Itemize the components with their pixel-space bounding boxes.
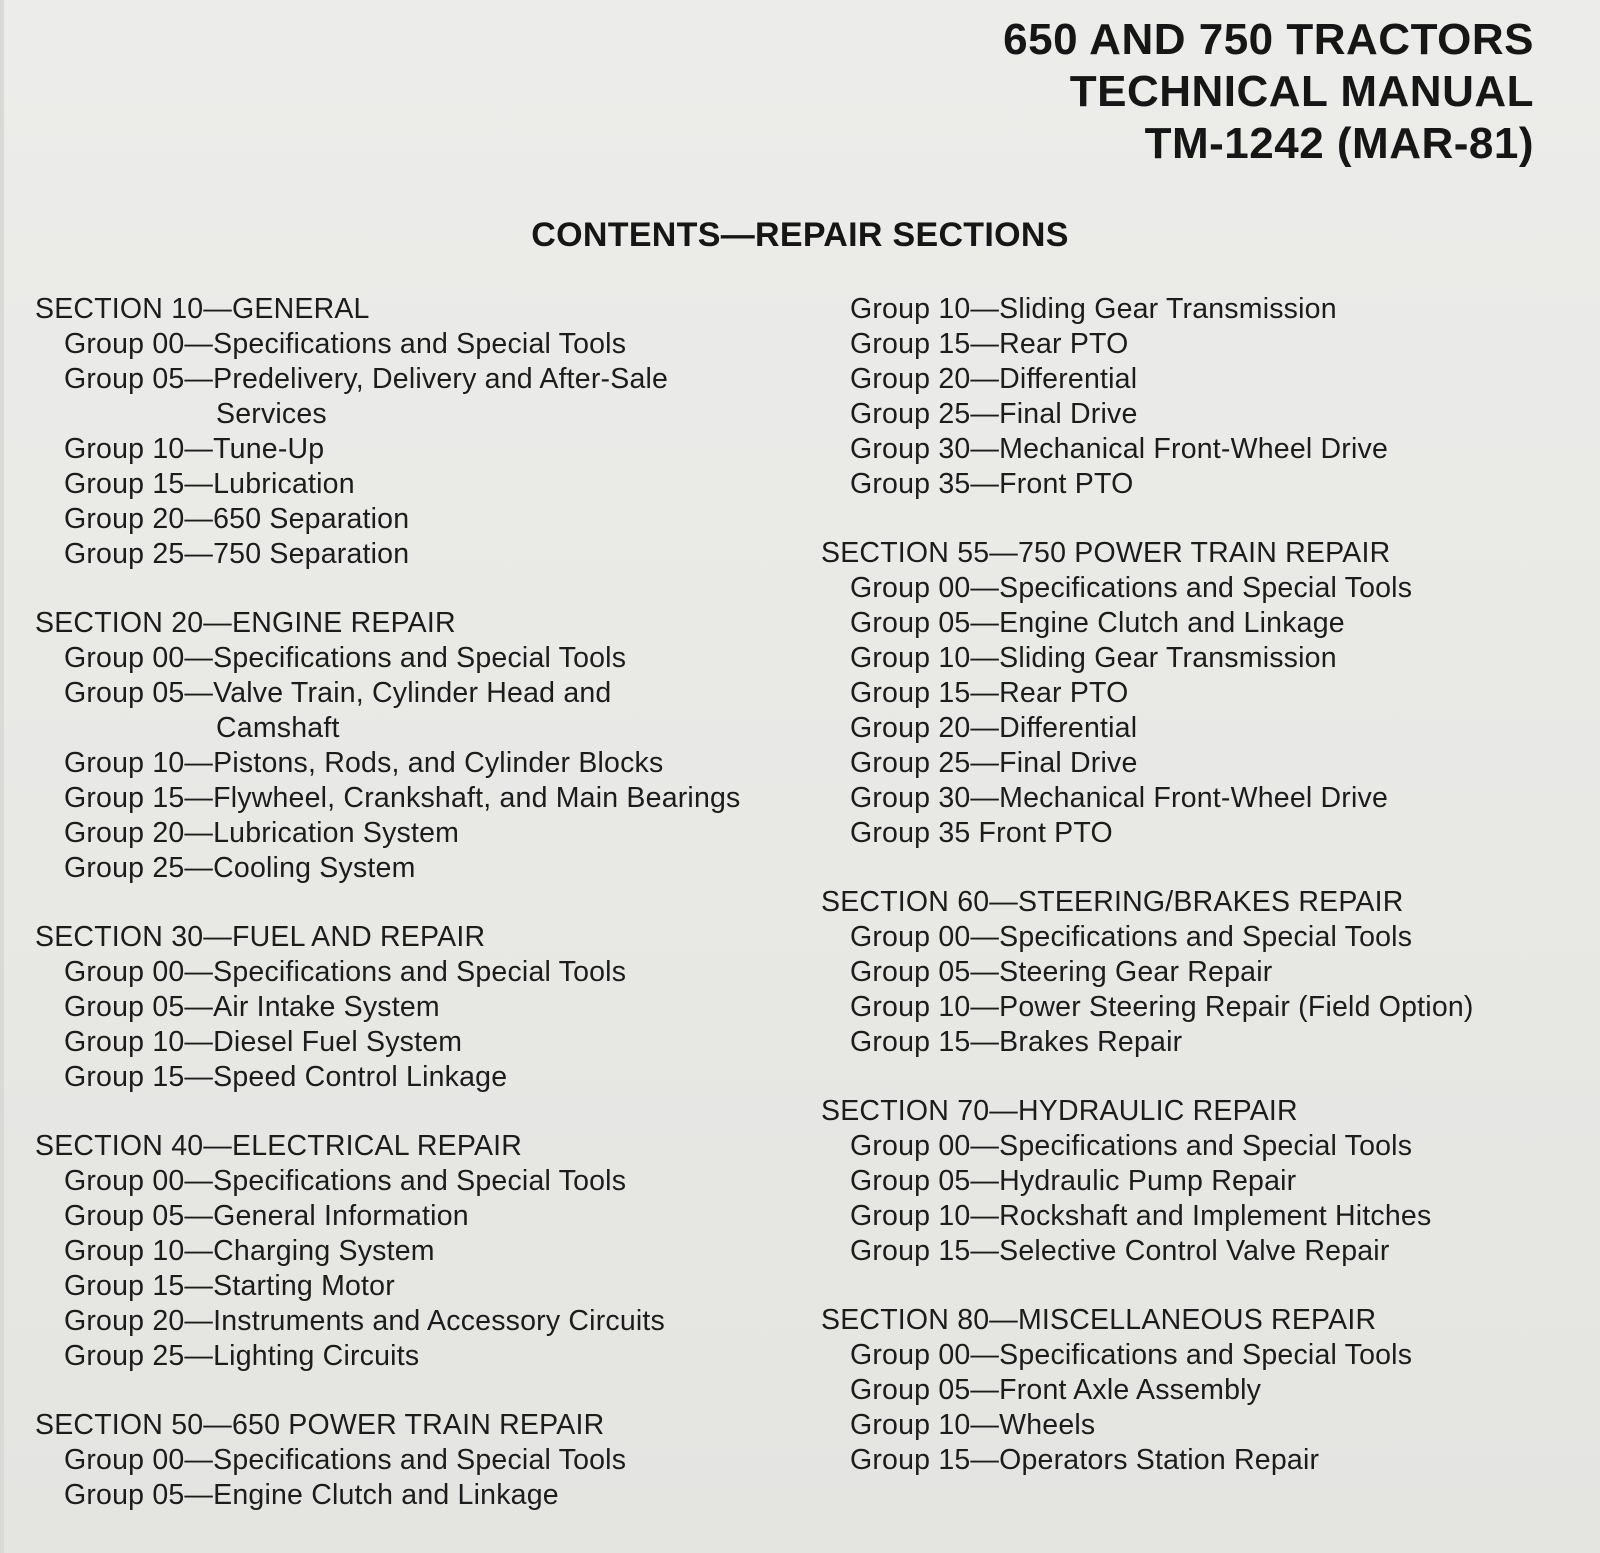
section-70 <box>821 1094 1581 1269</box>
section-60 <box>821 885 1581 1060</box>
group-entry: Group 05—Steering Gear Repair <box>850 956 1273 988</box>
section-80 <box>821 1303 1581 1478</box>
group-entry: Group 05—Air Intake System <box>64 991 440 1023</box>
group-entry: Group 00—Specifications and Special Tools <box>850 1339 1413 1371</box>
contents-left-column <box>35 292 775 1547</box>
group-entry: Group 30—Mechanical Front-Wheel Drive <box>850 782 1389 814</box>
group-entry: Group 10—Rockshaft and Implement Hitches <box>850 1200 1432 1232</box>
group-entry: Group 00—Specifications and Special Tools <box>64 642 627 674</box>
group-entry: Group 05—General Information <box>64 1200 469 1232</box>
group-entry: Group 35 Front PTO <box>850 817 1113 849</box>
group-entry: Group 05—Hydraulic Pump Repair <box>850 1165 1297 1197</box>
group-entry: Group 25—750 Separation <box>64 538 410 570</box>
group-entry: Group 20—Differential <box>850 363 1138 395</box>
group-entry: Group 00—Specifications and Special Tools <box>64 1444 627 1476</box>
section-title: SECTION 20—ENGINE REPAIR <box>35 607 456 639</box>
section-title: SECTION 50—650 POWER TRAIN REPAIR <box>35 1409 605 1441</box>
group-entry: Group 10—Charging System <box>64 1235 435 1267</box>
group-entry: Group 15—Operators Station Repair <box>850 1444 1320 1476</box>
group-entry: Group 10—Wheels <box>850 1409 1096 1441</box>
group-entry: Group 25—Cooling System <box>64 852 416 884</box>
group-entry: Group 00—Specifications and Special Tools <box>64 328 627 360</box>
group-entry: Group 00—Specifications and Special Tools <box>850 921 1413 953</box>
group-entry: Group 25—Lighting Circuits <box>64 1340 420 1372</box>
group-entry <box>35 362 775 432</box>
group-entry <box>35 676 775 746</box>
manual-title-line-3: TM-1242 (MAR-81) <box>1144 119 1534 168</box>
section-title: SECTION 40—ELECTRICAL REPAIR <box>35 1130 523 1162</box>
group-entry: Group 15—Starting Motor <box>64 1270 395 1302</box>
group-entry: Group 15—Flywheel, Crankshaft, and Main Bearings <box>64 782 741 814</box>
group-entry-continuation: Camshaft <box>216 712 340 744</box>
group-entry: Group 00—Specifications and Special Tools <box>64 956 627 988</box>
group-entry-text: Group 05—Valve Train, Cylinder Head and <box>64 677 612 709</box>
manual-title-block <box>1003 14 1534 170</box>
group-entry: Group 20—650 Separation <box>64 503 410 535</box>
group-entry: Group 10—Sliding Gear Transmission <box>850 293 1337 325</box>
group-entry: Group 20—Lubrication System <box>64 817 460 849</box>
section-30 <box>35 920 775 1095</box>
group-entry: Group 10—Power Steering Repair (Field Option) <box>850 991 1474 1023</box>
group-entry: Group 25—Final Drive <box>850 747 1138 779</box>
group-entry-text: Group 05—Predelivery, Delivery and After-Sale <box>64 363 669 395</box>
section-40 <box>35 1129 775 1374</box>
group-entry: Group 30—Mechanical Front-Wheel Drive <box>850 433 1389 465</box>
section-50 <box>35 1408 775 1513</box>
group-entry: Group 15—Rear PTO <box>850 328 1129 360</box>
section-55 <box>821 536 1581 851</box>
section-title: SECTION 70—HYDRAULIC REPAIR <box>821 1095 1298 1127</box>
group-entry: Group 20—Differential <box>850 712 1138 744</box>
group-entry: Group 10—Diesel Fuel System <box>64 1026 463 1058</box>
group-entry: Group 10—Pistons, Rods, and Cylinder Blocks <box>64 747 664 779</box>
group-entry: Group 10—Tune-Up <box>64 433 325 465</box>
group-entry: Group 15—Selective Control Valve Repair <box>850 1235 1390 1267</box>
group-entry: Group 15—Rear PTO <box>850 677 1129 709</box>
section-50-continued <box>821 292 1581 502</box>
group-entry: Group 00—Specifications and Special Tools <box>64 1165 627 1197</box>
group-entry: Group 15—Speed Control Linkage <box>64 1061 508 1093</box>
group-entry: Group 35—Front PTO <box>850 468 1134 500</box>
group-entry: Group 20—Instruments and Accessory Circuits <box>64 1305 666 1337</box>
section-10 <box>35 292 775 572</box>
group-entry: Group 05—Front Axle Assembly <box>850 1374 1262 1406</box>
contents-right-column <box>821 292 1581 1512</box>
manual-title-line-2: TECHNICAL MANUAL <box>1069 67 1534 116</box>
group-entry: Group 25—Final Drive <box>850 398 1138 430</box>
group-entry: Group 05—Engine Clutch and Linkage <box>850 607 1345 639</box>
manual-title-line-1: 650 AND 750 TRACTORS <box>1003 15 1534 64</box>
group-entry: Group 10—Sliding Gear Transmission <box>850 642 1337 674</box>
section-title: SECTION 55—750 POWER TRAIN REPAIR <box>821 537 1391 569</box>
contents-heading: CONTENTS—REPAIR SECTIONS <box>531 216 1069 254</box>
section-title: SECTION 80—MISCELLANEOUS REPAIR <box>821 1304 1377 1336</box>
group-entry: Group 00—Specifications and Special Tools <box>850 1130 1413 1162</box>
group-entry: Group 15—Brakes Repair <box>850 1026 1183 1058</box>
section-20 <box>35 606 775 886</box>
section-title: SECTION 10—GENERAL <box>35 293 370 325</box>
section-title: SECTION 60—STEERING/BRAKES REPAIR <box>821 886 1404 918</box>
group-entry: Group 05—Engine Clutch and Linkage <box>64 1479 559 1511</box>
group-entry: Group 15—Lubrication <box>64 468 355 500</box>
group-entry-continuation: Services <box>216 398 327 430</box>
section-title: SECTION 30—FUEL AND REPAIR <box>35 921 486 953</box>
group-entry: Group 00—Specifications and Special Tools <box>850 572 1413 604</box>
